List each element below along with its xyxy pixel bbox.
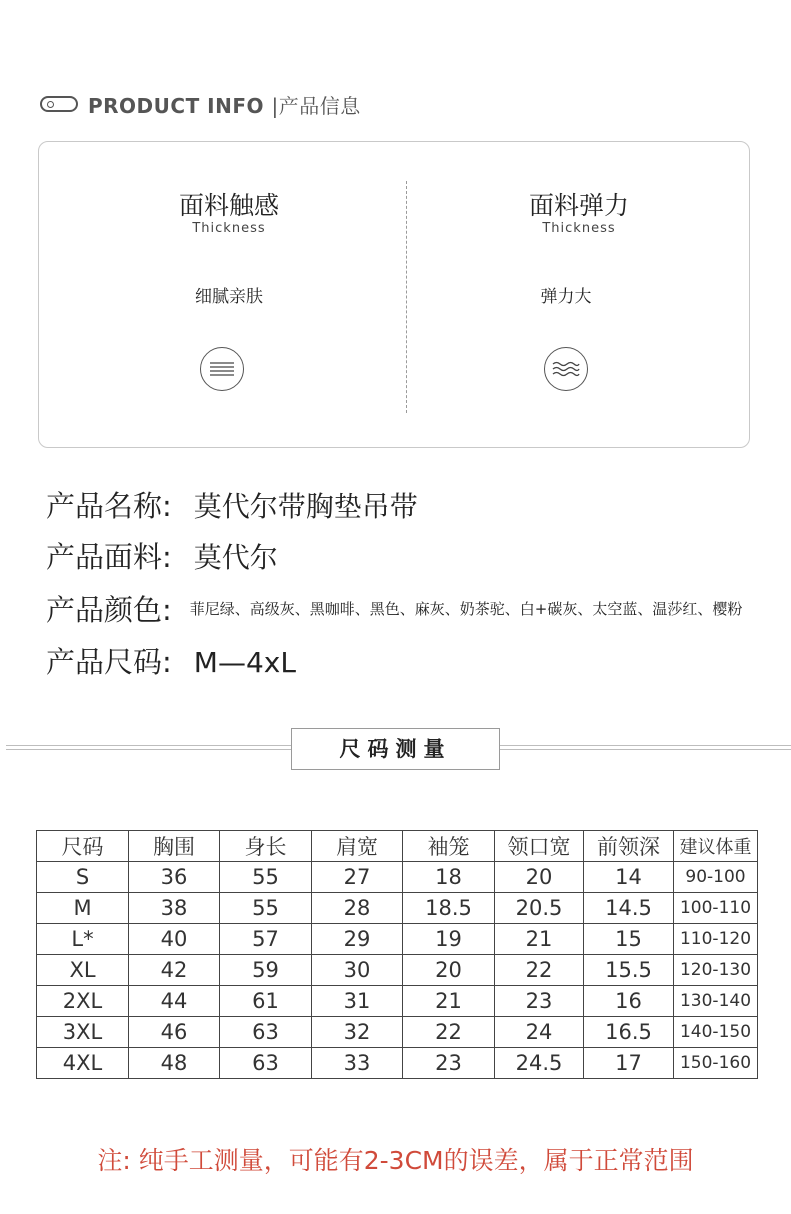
- table-cell: 2XL: [37, 986, 129, 1017]
- table-cell: 19: [403, 924, 495, 955]
- info-label: 产品面料:: [46, 540, 172, 574]
- table-cell: 63: [220, 1017, 312, 1048]
- table-cell: 18.5: [403, 893, 495, 924]
- table-cell: 27: [312, 862, 403, 893]
- table-header-cell: 前领深: [584, 831, 674, 862]
- table-cell: 16.5: [584, 1017, 674, 1048]
- table-cell: 15.5: [584, 955, 674, 986]
- table-row: [37, 955, 758, 986]
- table-cell: 90-100: [674, 862, 758, 893]
- table-cell: 140-150: [674, 1017, 758, 1048]
- table-cell: 24: [495, 1017, 584, 1048]
- table-header-cell: 身长: [220, 831, 312, 862]
- band-line: [6, 749, 291, 750]
- table-row: [37, 1017, 758, 1048]
- info-value: 莫代尔: [193, 541, 278, 574]
- table-header-cell: 尺码: [37, 831, 129, 862]
- measurement-note: 注: 纯手工测量，可能有2-3CM的误差，属于正常范围: [97, 1146, 694, 1175]
- table-cell: 32: [312, 1017, 403, 1048]
- table-cell: 130-140: [674, 986, 758, 1017]
- table-cell: 55: [220, 893, 312, 924]
- table-cell: 48: [129, 1048, 220, 1079]
- table-cell: 18: [403, 862, 495, 893]
- table-header-cell: 袖笼: [403, 831, 495, 862]
- table-cell: 22: [495, 955, 584, 986]
- info-label: 产品尺码:: [46, 645, 172, 679]
- table-cell: 15: [584, 924, 674, 955]
- info-label: 产品颜色:: [46, 593, 172, 627]
- info-label: 产品名称:: [46, 489, 172, 523]
- table-header-cell: 胸围: [129, 831, 220, 862]
- table-cell: 55: [220, 862, 312, 893]
- feature-subtitle: Thickness: [542, 221, 616, 236]
- card-divider: [406, 181, 407, 413]
- table-cell: 28: [312, 893, 403, 924]
- table-cell: 150-160: [674, 1048, 758, 1079]
- table-cell: 100-110: [674, 893, 758, 924]
- table-cell: 23: [403, 1048, 495, 1079]
- table-cell: 29: [312, 924, 403, 955]
- info-size-row: [46, 640, 296, 681]
- info-value: 菲尼绿、高级灰、黑咖啡、黑色、麻灰、奶茶驼、白+碳灰、太空蓝、温莎红、樱粉: [189, 600, 743, 618]
- table-cell: 57: [220, 924, 312, 955]
- table-cell: 3XL: [37, 1017, 129, 1048]
- feature-title: 面料弹力: [528, 191, 629, 220]
- table-cell: 40: [129, 924, 220, 955]
- table-cell: 14: [584, 862, 674, 893]
- table-cell: 31: [312, 986, 403, 1017]
- table-cell: 42: [129, 955, 220, 986]
- table-row: [37, 893, 758, 924]
- table-cell: 30: [312, 955, 403, 986]
- table-cell: 22: [403, 1017, 495, 1048]
- table-cell: 63: [220, 1048, 312, 1079]
- info-color-row: [46, 588, 742, 629]
- table-cell: 44: [129, 986, 220, 1017]
- table-cell: XL: [37, 955, 129, 986]
- feature-title: 面料触感: [178, 191, 279, 220]
- table-cell: 23: [495, 986, 584, 1017]
- band-line: [500, 745, 791, 746]
- table-row: [37, 924, 758, 955]
- table-cell: 20: [495, 862, 584, 893]
- wave-lines-icon: [544, 347, 588, 391]
- feature-subtitle: Thickness: [192, 221, 266, 236]
- info-fabric-row: [46, 535, 278, 576]
- table-cell: 110-120: [674, 924, 758, 955]
- band-line: [6, 745, 291, 746]
- table-cell: 20.5: [495, 893, 584, 924]
- table-cell: L*: [37, 924, 129, 955]
- table-row: [37, 986, 758, 1017]
- section-title: PRODUCT INFO |产品信息: [88, 94, 361, 118]
- table-header-cell: 领口宽: [495, 831, 584, 862]
- table-row: [37, 1048, 758, 1079]
- table-header-cell: 建议体重: [674, 831, 758, 862]
- table-cell: 59: [220, 955, 312, 986]
- table-cell: 14.5: [584, 893, 674, 924]
- size-section-title: 尺码测量: [291, 728, 500, 770]
- feature-value: 弹力大: [540, 287, 592, 307]
- table-cell: 61: [220, 986, 312, 1017]
- table-cell: S: [37, 862, 129, 893]
- size-table: [36, 830, 758, 1079]
- table-cell: 4XL: [37, 1048, 129, 1079]
- feature-value: 细腻亲肤: [195, 287, 263, 307]
- info-value: M—4xL: [193, 646, 296, 679]
- table-cell: 46: [129, 1017, 220, 1048]
- info-name-row: [46, 484, 418, 525]
- info-value: 莫代尔带胸垫吊带: [193, 490, 418, 523]
- table-cell: 17: [584, 1048, 674, 1079]
- table-row: [37, 862, 758, 893]
- table-cell: 120-130: [674, 955, 758, 986]
- table-header-row: [37, 831, 758, 862]
- table-cell: 16: [584, 986, 674, 1017]
- table-cell: 20: [403, 955, 495, 986]
- toggle-icon: [40, 96, 78, 112]
- table-cell: 38: [129, 893, 220, 924]
- smooth-lines-icon: [200, 347, 244, 391]
- table-cell: 33: [312, 1048, 403, 1079]
- table-cell: 21: [403, 986, 495, 1017]
- table-cell: 24.5: [495, 1048, 584, 1079]
- table-header-cell: 肩宽: [312, 831, 403, 862]
- band-line: [500, 749, 791, 750]
- table-cell: M: [37, 893, 129, 924]
- table-cell: 36: [129, 862, 220, 893]
- table-cell: 21: [495, 924, 584, 955]
